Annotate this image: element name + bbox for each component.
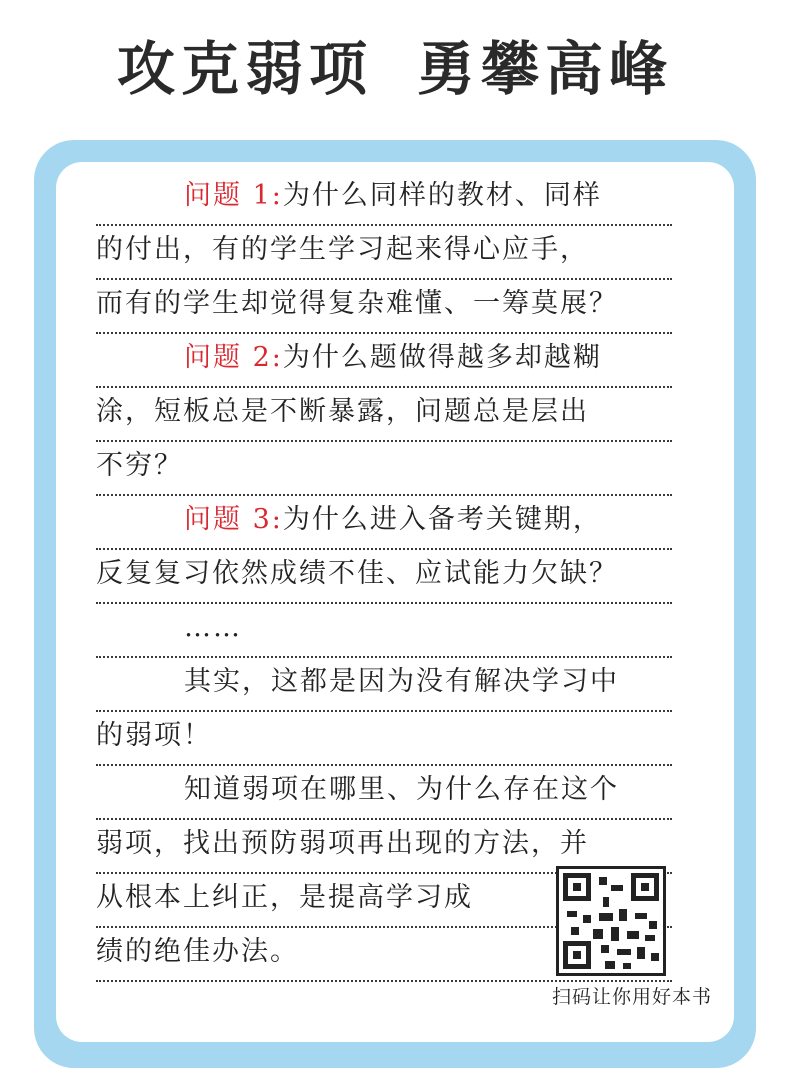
text-line: 其实，这都是因为没有解决学习中 — [96, 658, 672, 712]
text-line: 而有的学生却觉得复杂难懂、一筹莫展？ — [96, 280, 672, 334]
text-line: …… — [96, 604, 672, 658]
text-line: 涂，短板总是不断暴露，问题总是层出 — [96, 388, 672, 442]
question-label: 问题 1: — [184, 180, 283, 211]
text-line: 问题 3:为什么进入备考关键期， — [96, 496, 672, 550]
text-line: 的弱项！ — [96, 712, 672, 766]
text-line: 问题 2:为什么题做得越多却越糊 — [96, 334, 672, 388]
text-line: 的付出，有的学生学习起来得心应手， — [96, 226, 672, 280]
qr-code-icon[interactable] — [556, 866, 666, 976]
text-line: 从根本上纠正，是提高学习成 — [96, 874, 672, 928]
title-part1: 攻克弱项 — [116, 35, 373, 103]
text-line: 绩的绝佳办法。 — [96, 928, 672, 982]
text-line: 反复复习依然成绩不佳、应试能力欠缺？ — [96, 550, 672, 604]
title-part2: 勇攀高峰 — [417, 35, 674, 103]
qr-caption: 扫码让你用好本书 — [551, 986, 712, 1008]
text-line: 弱项，找出预防弱项再出现的方法，并 — [96, 820, 672, 874]
text-line: 不穷？ — [96, 442, 672, 496]
text-line: 问题 1:为什么同样的教材、同样 — [96, 172, 672, 226]
text-line: 知道弱项在哪里、为什么存在这个 — [96, 766, 672, 820]
question-label: 问题 2: — [184, 342, 283, 373]
page-title — [0, 22, 790, 106]
question-label: 问题 3: — [184, 504, 283, 535]
